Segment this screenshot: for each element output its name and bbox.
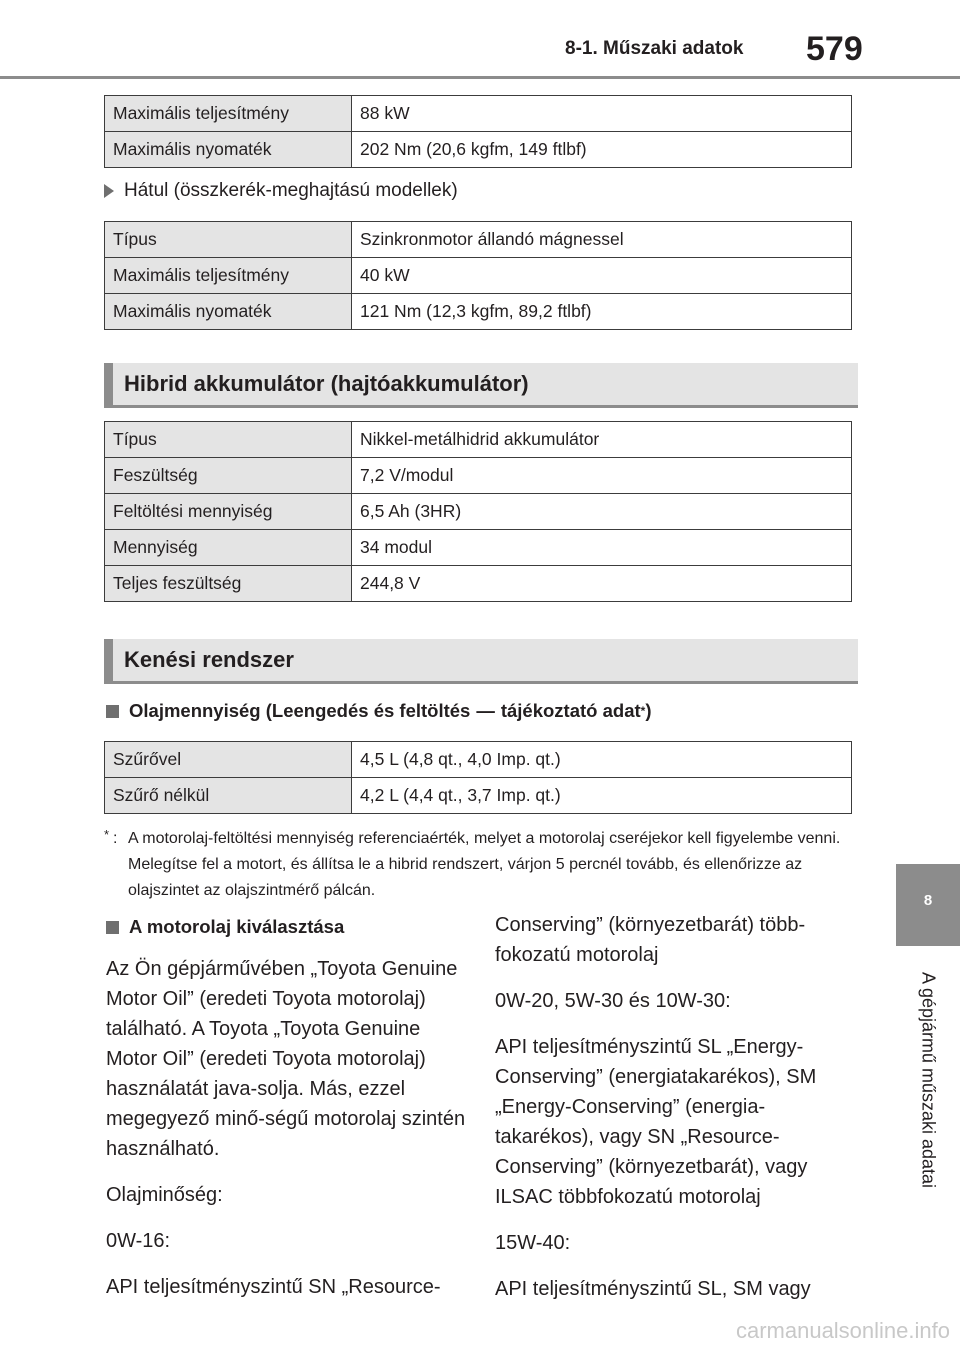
chapter-tab: [896, 864, 960, 946]
table-value: 244,8 V: [352, 566, 852, 602]
table-row: [105, 132, 852, 168]
motor-oil-heading-text: A motorolaj kiválasztása: [129, 916, 345, 937]
chapter-label: A gépjármű műszaki adatai: [918, 971, 939, 1189]
table-label: Feszültség: [105, 458, 352, 494]
table-value: 4,2 L (4,4 qt., 3,7 Imp. qt.): [352, 778, 852, 814]
grade-15w40: 15W-40:: [495, 1232, 571, 1254]
table-row: [105, 294, 852, 330]
table-value: 121 Nm (12,3 kgfm, 89,2 ftlbf): [352, 294, 852, 330]
table-label: Típus: [105, 422, 352, 458]
table-value: 40 kW: [352, 258, 852, 294]
table-row: [105, 742, 852, 778]
watermark: carmanualsonline.info: [735, 1318, 950, 1343]
oil-heading-text: Olajmennyiség (Leengedés és feltöltés: [129, 700, 471, 721]
square-bullet-icon: [106, 921, 119, 934]
chapter-number: 8: [923, 892, 933, 909]
table-value: 88 kW: [352, 96, 852, 132]
motor-oil-intro: Az Ön gépjárművében „Toyota Genuine Motor Oil” (eredeti Toyota motorolaj) található. A Toyota „Toyota Genuine Motor Oil” (eredeti Toyota motorolaj) használatát java-solja. Más, ezzel megegyező minő-ségű motorolaj szintén használható.: [106, 958, 466, 1160]
table-row: [105, 530, 852, 566]
table-row: [105, 96, 852, 132]
table-value: 34 modul: [352, 530, 852, 566]
table-row: [105, 422, 852, 458]
triangle-bullet-icon: [104, 184, 114, 198]
section-heading-battery: [104, 363, 858, 408]
table-label: Típus: [105, 222, 352, 258]
footnote: [104, 826, 864, 904]
oil-heading-rest: tájékoztató adat: [500, 700, 641, 721]
table-row: [105, 494, 852, 530]
section-heading-text: Kenési rendszer: [124, 647, 294, 672]
oil-heading-close: ): [645, 700, 652, 721]
rear-motor-table: [104, 221, 852, 330]
table-label: Feltöltési mennyiség: [105, 494, 352, 530]
table-label: Maximális teljesítmény: [105, 258, 352, 294]
api-last-line: API teljesítményszintű SL, SM vagy: [495, 1278, 811, 1300]
table-row: [105, 222, 852, 258]
motor-oil-heading: [106, 910, 466, 944]
oil-quality-label: Olajminőség:: [106, 1184, 223, 1206]
section-heading-text: Hibrid akkumulátor (hajtóakkumulátor): [124, 371, 529, 396]
rear-motor-heading: [104, 180, 458, 202]
grades-mid: 0W-20, 5W-30 és 10W-30:: [495, 990, 731, 1012]
table-row: [105, 258, 852, 294]
square-bullet-icon: [106, 705, 119, 718]
oil-heading-dash: —: [476, 700, 495, 721]
section-heading-lubrication: [104, 639, 858, 684]
header-divider: [0, 76, 960, 79]
right-column: [495, 910, 855, 1304]
table-row: [105, 778, 852, 814]
table-label: Szűrő nélkül: [105, 778, 352, 814]
rear-motor-heading-text: Hátul (összkerék-meghajtású modellek): [124, 180, 458, 201]
sn-continuation: Conserving” (környezetbarát) több-fokozatú motorolaj: [495, 914, 806, 966]
table-label: Maximális teljesítmény: [105, 96, 352, 132]
table-label: Teljes feszültség: [105, 566, 352, 602]
section-accent: [104, 639, 113, 684]
oil-heading-mark: *: [640, 704, 646, 718]
table-value: Szinkronmotor állandó mágnessel: [352, 222, 852, 258]
footnote-text: A motorolaj-feltöltési mennyiség referenciaérték, melyet a motorolaj cseréjekor kell figyelembe venni. Melegítse fel a motort, és állítsa le a hibrid rendszert, várjon 5 percnél tovább, és ellenőrizze az olajszintet az olajszintmérő pálcán.: [128, 830, 841, 899]
page-number: 579: [806, 30, 863, 68]
table-value: 7,2 V/modul: [352, 458, 852, 494]
table-label: Maximális nyomaték: [105, 132, 352, 168]
table-row: [105, 458, 852, 494]
api-sn-line: API teljesítményszintű SN „Resource-: [106, 1276, 441, 1298]
table-value: 4,5 L (4,8 qt., 4,0 Imp. qt.): [352, 742, 852, 778]
left-column: [106, 910, 466, 1302]
table-value: 202 Nm (20,6 kgfm, 149 ftlbf): [352, 132, 852, 168]
footnote-mark: *: [104, 827, 110, 842]
table-value: 6,5 Ah (3HR): [352, 494, 852, 530]
footnote-colon: :: [113, 830, 118, 847]
table-label: Maximális nyomaték: [105, 294, 352, 330]
table-label: Mennyiség: [105, 530, 352, 566]
table-label: Szűrővel: [105, 742, 352, 778]
section-accent: [104, 363, 113, 408]
oil-capacity-heading: [106, 700, 652, 722]
table-value: Nikkel-metálhidrid akkumulátor: [352, 422, 852, 458]
table-row: [105, 566, 852, 602]
battery-table: [104, 421, 852, 602]
section-title: 8-1. Műszaki adatok: [565, 38, 744, 59]
api-sl-paragraph: API teljesítményszintű SL „Energy-Conserving” (energiatakarékos), SM „Energy-Conserving” (energia-takarékos), vagy SN „Resource-Conserving” (környezetbarát), vagy ILSAC többfokozatú motorolaj: [495, 1036, 817, 1208]
grade-0w16: 0W-16:: [106, 1230, 171, 1252]
front-motor-table: [104, 95, 852, 168]
oil-capacity-table: [104, 741, 852, 814]
